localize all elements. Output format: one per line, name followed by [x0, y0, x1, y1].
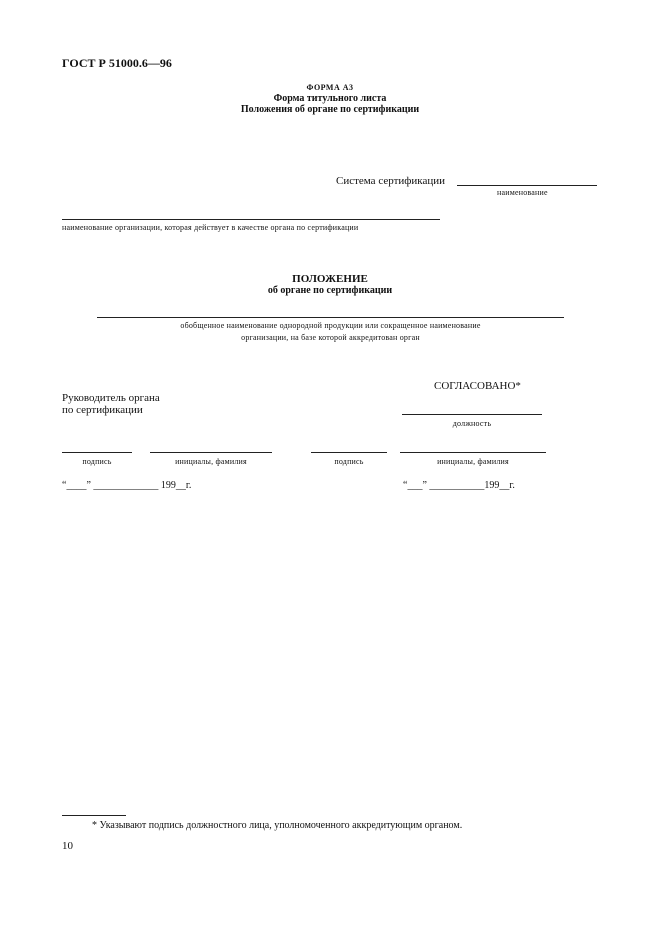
page-number: 10 [62, 840, 73, 852]
head-title-line2: по сертификации [62, 404, 143, 416]
left-signature-caption: подпись [82, 457, 112, 466]
left-date: “____” _____________ 199__г. [62, 480, 192, 491]
right-name-line [400, 452, 546, 453]
system-name-caption: наименование [497, 188, 548, 197]
right-signature-caption: подпись [334, 457, 364, 466]
form-title-line1: Форма титульного листа [273, 93, 387, 104]
document-subtitle: об органе по сертификации [267, 285, 393, 296]
right-signature-line [311, 452, 387, 453]
footnote-separator [62, 815, 126, 816]
product-caption-line2: организации, на базе которой аккредитован орган [241, 333, 420, 342]
left-name-caption: инициалы, фамилия [175, 457, 247, 466]
agreed-label: СОГЛАСОВАНО* [434, 380, 521, 392]
product-name-line [97, 317, 564, 318]
form-title-line2: Положения об органе по сертификации [240, 104, 420, 115]
system-label: Система сертификации [336, 175, 445, 187]
left-name-line [150, 452, 272, 453]
organization-line [62, 219, 440, 220]
right-name-caption: инициалы, фамилия [437, 457, 509, 466]
system-name-line [457, 185, 597, 186]
product-caption-line1: обобщенное наименование однородной продукции или сокращенное наименование [180, 321, 481, 330]
left-signature-line [62, 452, 132, 453]
right-date: “___” ___________199__г. [403, 480, 515, 491]
head-title-line1: Руководитель органа [62, 392, 160, 404]
organization-caption: наименование организации, которая действует в качестве органа по сертификации [62, 223, 359, 232]
footnote-text: * Указывают подпись должностного лица, уполномоченного аккредитующим органом. [92, 820, 463, 831]
form-code: ФОРМА А3 [306, 83, 354, 92]
position-caption: должность [452, 419, 492, 428]
position-line [402, 414, 542, 415]
document-title: ПОЛОЖЕНИЕ [292, 273, 368, 285]
standard-number: ГОСТ Р 51000.6—96 [62, 56, 172, 70]
